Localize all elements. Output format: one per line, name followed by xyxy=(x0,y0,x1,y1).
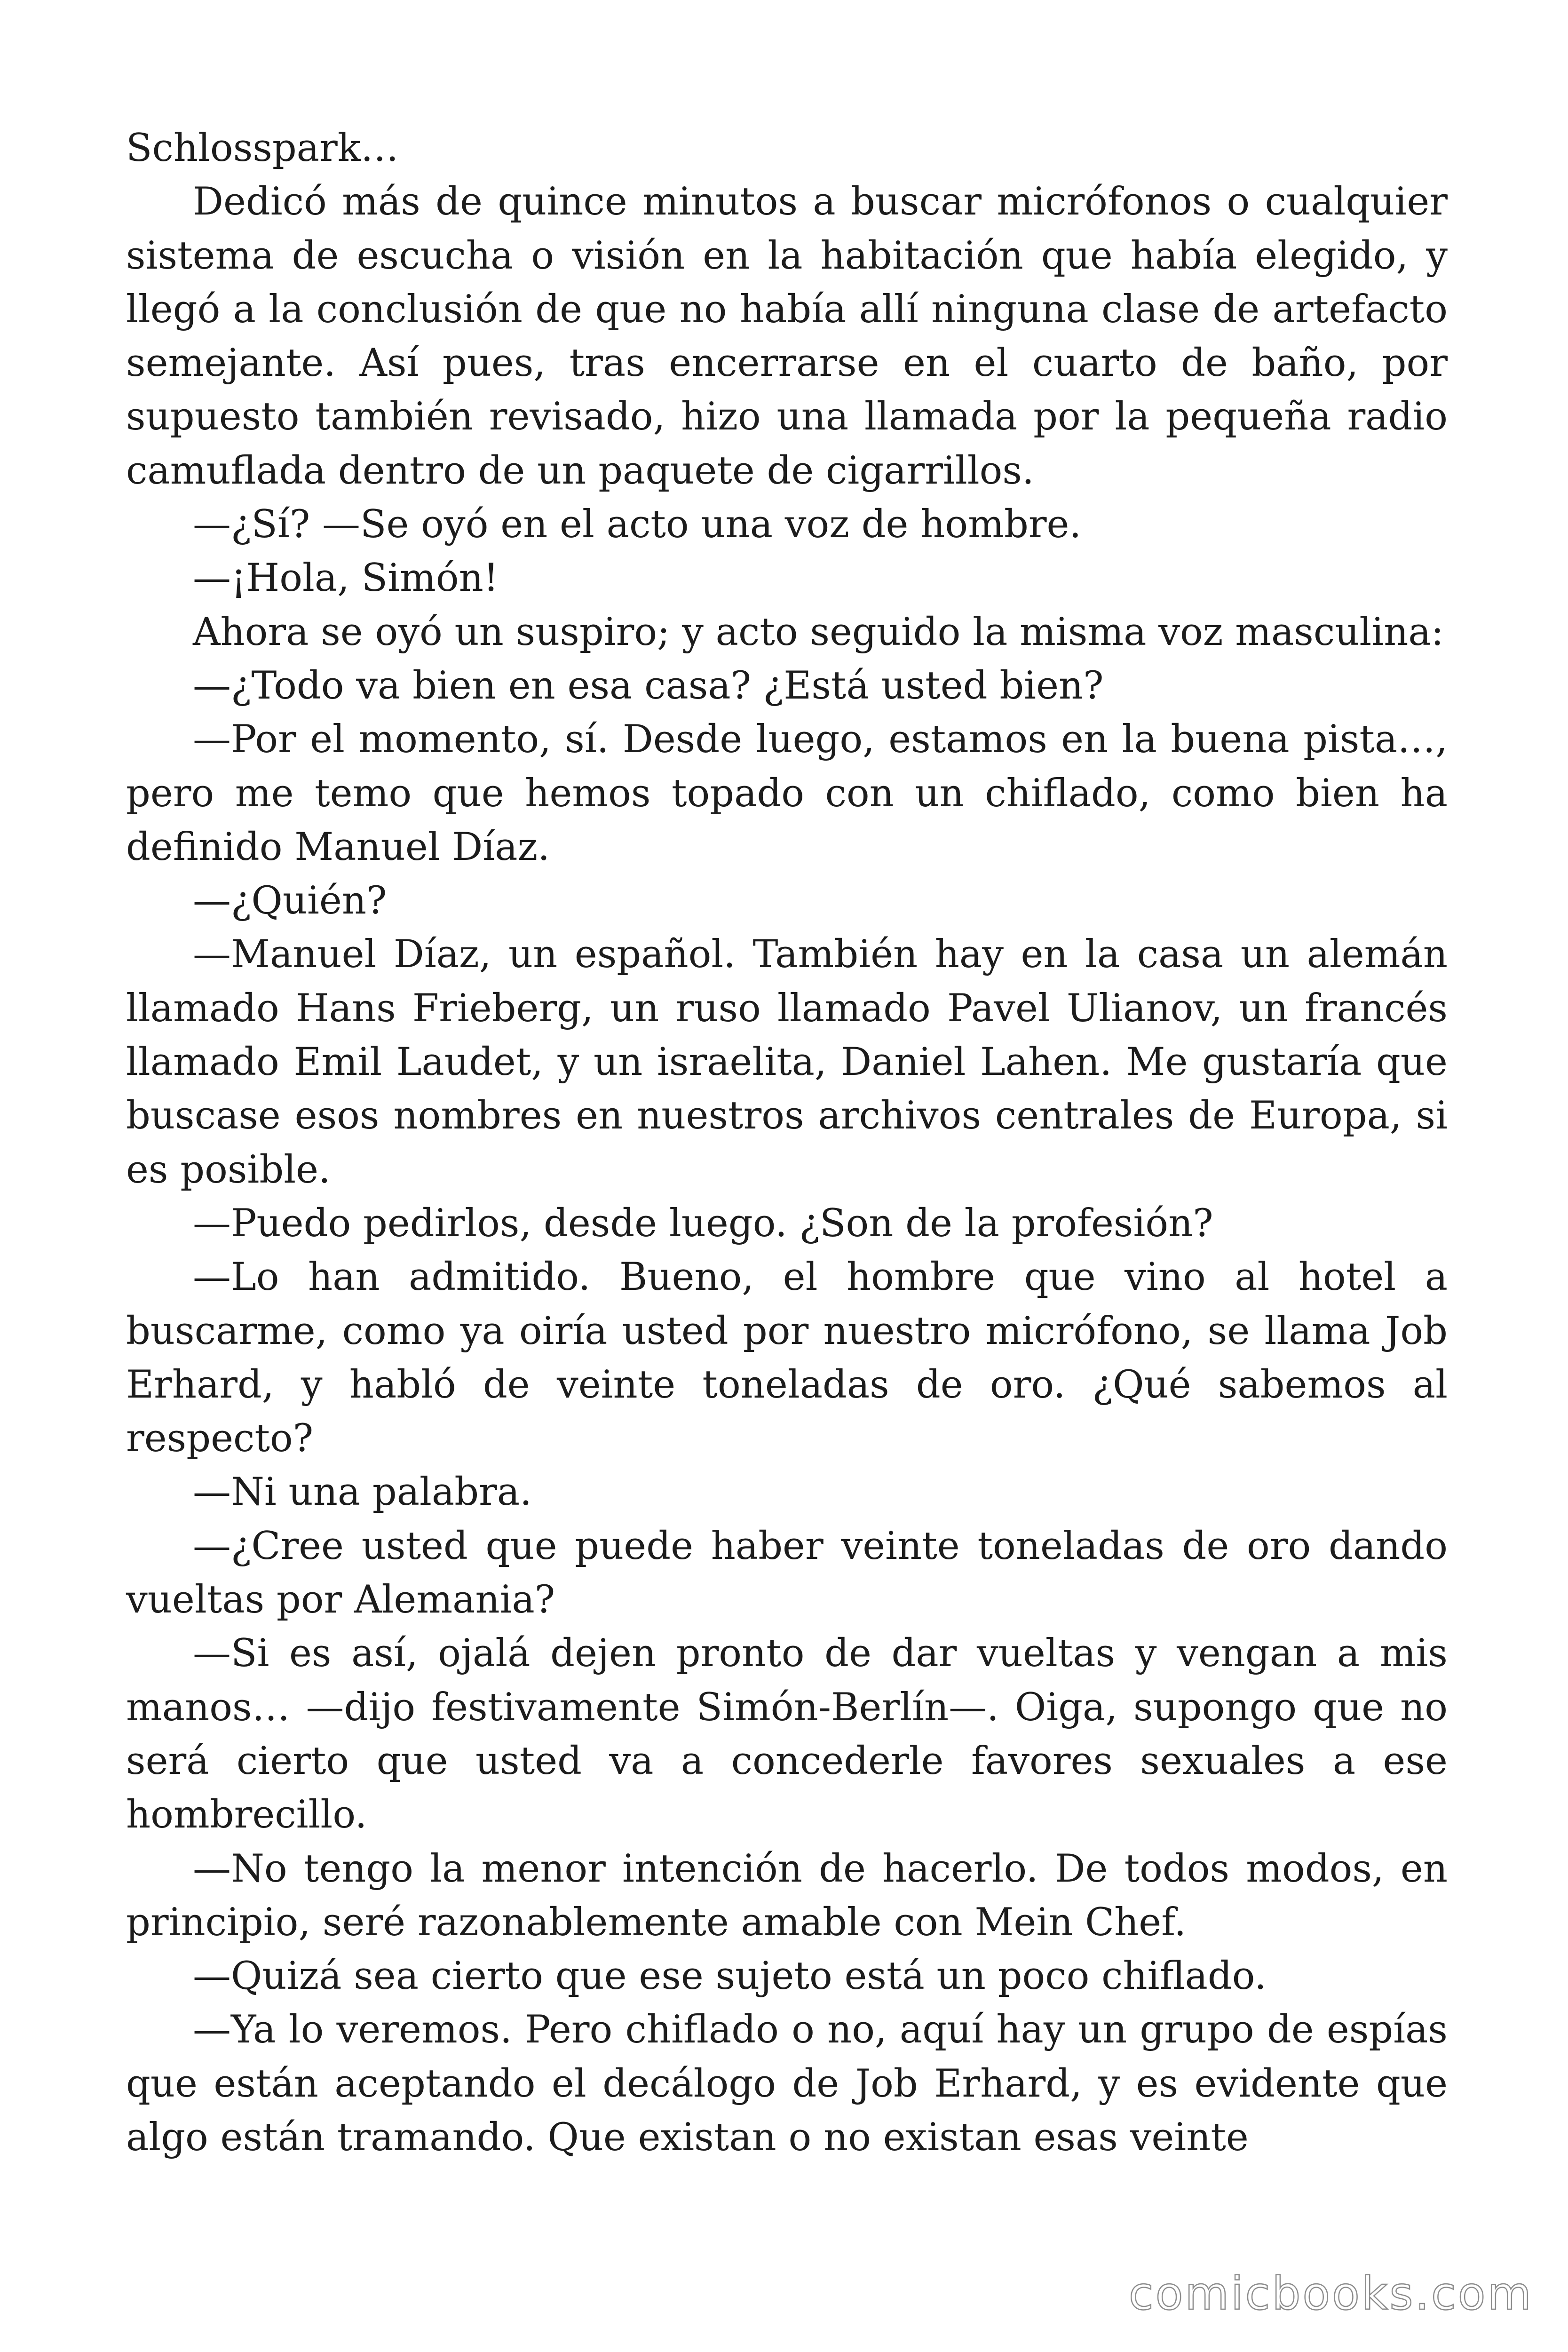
paragraph: —¿Todo va bien en esa casa? ¿Está usted bien? xyxy=(193,663,1104,708)
paragraph: —Si es así, ojalá dejen pronto de dar vueltas y vengan a mis manos… —dijo festivamente Simón-Berlín—. Oiga, supongo que no será cierto que usted va a concederle favores sexuales a ese hombrecillo. xyxy=(126,1631,1448,1837)
paragraph: —¿Quién? xyxy=(193,879,387,923)
paragraph: —¡Hola, Simón! xyxy=(193,556,499,601)
paragraph: —Puedo pedirlos, desde luego. ¿Son de la profesión? xyxy=(193,1201,1213,1246)
paragraph: —¿Cree usted que puede haber veinte toneladas de oro dando vueltas por Alemania? xyxy=(126,1524,1448,1622)
paragraph: —Manuel Díaz, un español. También hay en la casa un alemán llamado Hans Frieberg, un ruso llamado Pavel Ulianov, un francés llamado Emil Laudet, y un israelita, Daniel Lahen. Me gustaría que buscase esos nombres en nuestros archivos centrales de Europa, si es posible. xyxy=(126,932,1448,1192)
paragraph: —Por el momento, sí. Desde luego, estamos en la buena pista…, pero me temo que hemos topado con un chiflado, como bien ha definido Manuel Díaz. xyxy=(126,717,1448,869)
paragraph: —Quizá sea cierto que ese sujeto está un poco chiflado. xyxy=(193,1954,1267,1999)
paragraph: —¿Sí? —Se oyó en el acto una voz de hombre. xyxy=(193,502,1082,547)
book-page-text xyxy=(126,121,1448,2164)
paragraph: Dedicó más de quince minutos a buscar micrófonos o cualquier sistema de escucha o visión en la habitación que había elegido, y llegó a la conclusión de que no había allí ninguna clase de artefacto semejante. Así pues, tras encerrarse en el cuarto de baño, por supuesto también revisado, hizo una llamada por la pequeña radio camuflada dentro de un paquete de cigarrillos. xyxy=(126,180,1448,493)
paragraph: —Lo han admitido. Bueno, el hombre que vino al hotel a buscarme, como ya oiría usted por nuestro micrófono, se llama Job Erhard, y habló de veinte toneladas de oro. ¿Qué sabemos al respecto? xyxy=(126,1255,1448,1461)
paragraph: Ahora se oyó un suspiro; y acto seguido la misma voz masculina: xyxy=(193,610,1444,654)
watermark: comicbooks.com xyxy=(1128,2267,1533,2320)
paragraph: —Ni una palabra. xyxy=(193,1470,532,1515)
paragraph: —No tengo la menor intención de hacerlo. De todos modos, en principio, seré razonablemente amable con Mein Chef. xyxy=(126,1846,1448,1945)
paragraph: Schlosspark… xyxy=(126,126,399,170)
paragraph: —Ya lo veremos. Pero chiflado o no, aquí hay un grupo de espías que están aceptando el decálogo de Job Erhard, y es evidente que algo están tramando. Que existan o no existan esas veinte xyxy=(126,2008,1448,2160)
